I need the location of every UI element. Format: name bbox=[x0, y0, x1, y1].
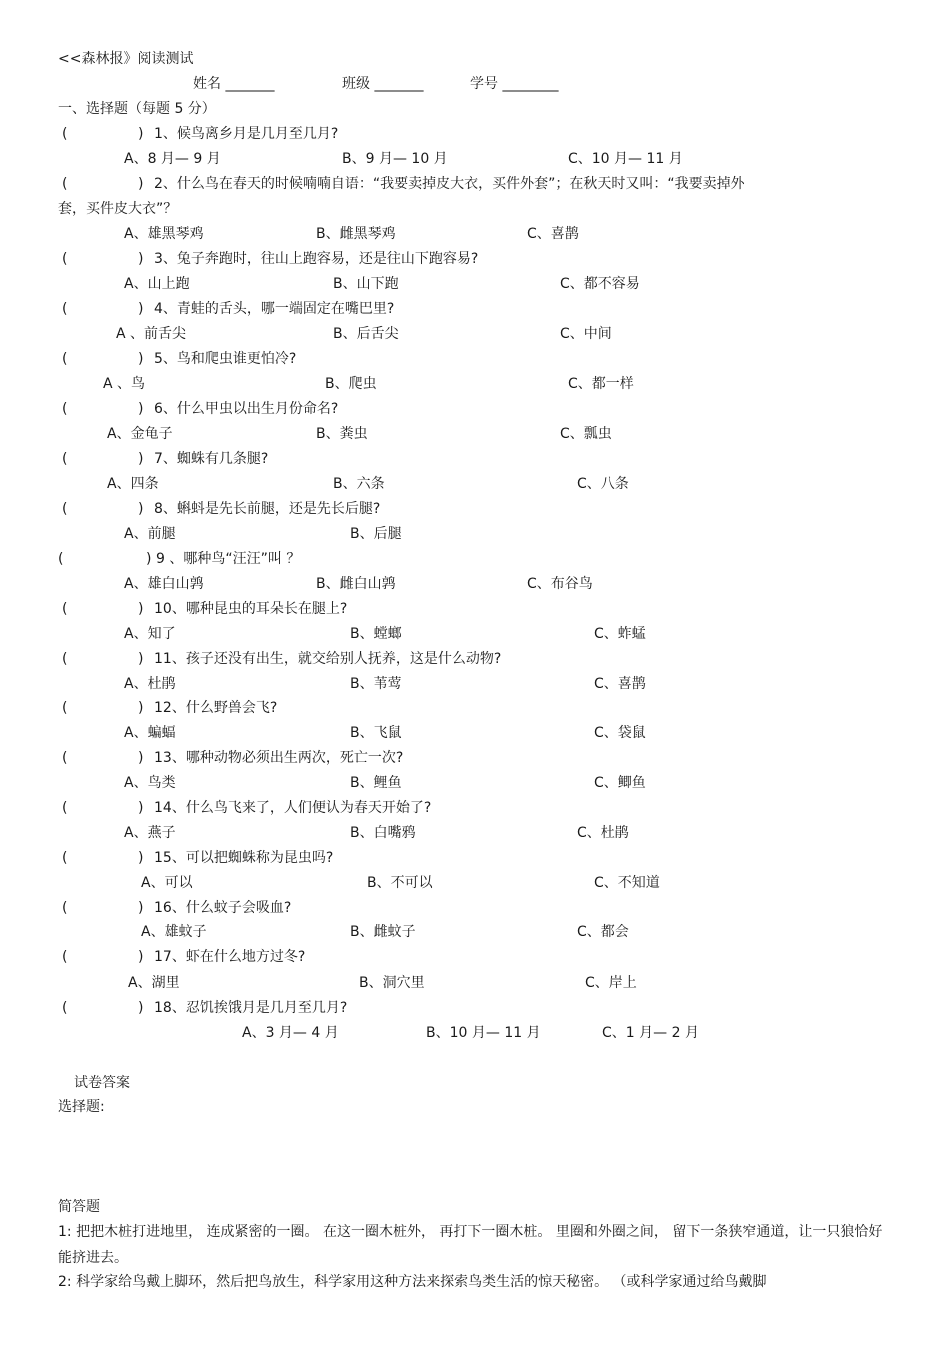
exam-title: <<森林报》阅读测试 bbox=[58, 51, 194, 67]
answer-paren-open: ( bbox=[62, 1000, 68, 1016]
answer-paren-close: ) bbox=[138, 700, 144, 716]
answer-paren-open: ( bbox=[62, 301, 68, 317]
answer-paren-close: ) bbox=[138, 451, 144, 467]
options-17 bbox=[0, 972, 950, 994]
options-5 bbox=[0, 373, 950, 395]
option-a: A、湖里 bbox=[128, 975, 180, 991]
question-text: 13、哪种动物必须出生两次，死亡一次? bbox=[154, 750, 404, 766]
answer-paren-open: ( bbox=[62, 850, 68, 866]
options-1 bbox=[0, 148, 950, 170]
question-text: 10、哪种昆虫的耳朵长在腿上? bbox=[154, 601, 348, 617]
answer-paren-close: ) bbox=[138, 301, 144, 317]
option-a: A、山上跑 bbox=[124, 276, 190, 292]
option-b: B、后舌尖 bbox=[333, 326, 399, 342]
option-b: B、后腿 bbox=[350, 526, 402, 542]
question-text: 2、什么鸟在春天的时候喃喃自语：“我要卖掉皮大衣，买件外套”；在秋天时又叫：“我要卖掉外 bbox=[154, 176, 745, 192]
option-b: B、雌黑琴鸡 bbox=[316, 226, 396, 242]
option-b: B、白嘴鸦 bbox=[350, 825, 416, 841]
option-c: C、八条 bbox=[577, 476, 629, 492]
answer-paren-open: ( bbox=[62, 700, 68, 716]
option-c: C、都不容易 bbox=[560, 276, 640, 292]
option-a: A、金龟子 bbox=[107, 426, 173, 442]
option-b: B、鲤鱼 bbox=[350, 775, 402, 791]
option-c: C、袋鼠 bbox=[594, 725, 646, 741]
option-b: B、9 月— 10 月 bbox=[342, 151, 448, 167]
option-a: A、雄白山鹑 bbox=[124, 576, 204, 592]
option-a: A 、鸟 bbox=[103, 376, 146, 392]
option-c: C、瓢虫 bbox=[560, 426, 612, 442]
option-b: B、雌白山鹑 bbox=[316, 576, 396, 592]
options-8 bbox=[0, 523, 950, 545]
options-2 bbox=[0, 223, 950, 245]
option-b: B、雌蚊子 bbox=[350, 924, 416, 940]
short-answer-title: 简答题 bbox=[58, 1199, 100, 1215]
option-c: C、都会 bbox=[577, 924, 629, 940]
choice-answers-label: 选择题: bbox=[58, 1099, 105, 1115]
question-text: 3、兔子奔跑时，往山上跑容易，还是往山下跑容易? bbox=[154, 251, 479, 267]
option-a: A、可以 bbox=[141, 875, 193, 891]
option-c: C、喜鹊 bbox=[594, 676, 646, 692]
name-field: 姓名 _______ bbox=[193, 76, 275, 92]
option-a: A、雄蚊子 bbox=[141, 924, 207, 940]
answer-paren-close: ) bbox=[138, 850, 144, 866]
question-text: 9 、哪种鸟“汪汪”叫 ？ bbox=[156, 551, 301, 567]
option-a: A、鸟类 bbox=[124, 775, 176, 791]
options-18 bbox=[0, 1022, 950, 1044]
option-c: C、都一样 bbox=[568, 376, 634, 392]
answer-paren-close: ) bbox=[138, 800, 144, 816]
answer-paren-close: ) bbox=[138, 750, 144, 766]
answer-paren-open: ( bbox=[62, 126, 68, 142]
option-b: B、螳螂 bbox=[350, 626, 402, 642]
option-b: B、不可以 bbox=[367, 875, 433, 891]
question-text: 4、青蛙的舌头，哪一端固定在嘴巴里? bbox=[154, 301, 395, 317]
question-text: 12、什么野兽会飞? bbox=[154, 700, 278, 716]
answer-paren-open: ( bbox=[62, 501, 68, 517]
question-text: 8、蝌蚪是先长前腿，还是先长后腿? bbox=[154, 501, 381, 517]
option-a: A、杜鹃 bbox=[124, 676, 176, 692]
answer-paren-open: ( bbox=[62, 601, 68, 617]
option-c: C、喜鹊 bbox=[527, 226, 579, 242]
option-c: C、蚱蜢 bbox=[594, 626, 646, 642]
option-b: B、山下跑 bbox=[333, 276, 399, 292]
options-4 bbox=[0, 323, 950, 345]
short-answer-1: 1: 把把木桩打进地里， 连成紧密的一圈。 在这一圈木桩外， 再打下一圈木桩。 里圈和外圈之间， 留下一条狭窄通道，让一只狼恰好能挤进去。 bbox=[58, 1224, 883, 1266]
answer-paren-open: ( bbox=[62, 750, 68, 766]
question-text: 6、什么甲虫以出生月份命名? bbox=[154, 401, 339, 417]
answer-paren-close: ) bbox=[138, 900, 144, 916]
section-choice-title: 一、选择题（每题 5 分） bbox=[58, 101, 216, 117]
option-c: C、1 月— 2 月 bbox=[602, 1025, 699, 1041]
answer-paren-close: ) bbox=[138, 126, 144, 142]
answer-paren-close: ) bbox=[146, 551, 152, 567]
option-a: A、知了 bbox=[124, 626, 176, 642]
answer-paren-close: ) bbox=[138, 949, 144, 965]
question-text: 14、什么鸟飞来了，人们便认为春天开始了? bbox=[154, 800, 432, 816]
answer-paren-close: ) bbox=[138, 501, 144, 517]
question-text: 15、可以把蜘蛛称为昆虫吗? bbox=[154, 850, 334, 866]
answer-paren-open: ( bbox=[62, 451, 68, 467]
options-16 bbox=[0, 921, 950, 943]
answer-section-title: 试卷答案 bbox=[74, 1075, 130, 1091]
answer-paren-close: ) bbox=[138, 401, 144, 417]
question-text: 7、蜘蛛有几条腿? bbox=[154, 451, 269, 467]
question-text: 11、孩子还没有出生，就交给别人抚养，这是什么动物? bbox=[154, 651, 502, 667]
options-7 bbox=[0, 473, 950, 495]
option-a: A、3 月— 4 月 bbox=[242, 1025, 339, 1041]
option-c: C、中间 bbox=[560, 326, 612, 342]
answer-paren-close: ) bbox=[138, 601, 144, 617]
answer-paren-open: ( bbox=[62, 401, 68, 417]
option-a: A、四条 bbox=[107, 476, 159, 492]
answer-paren-open: ( bbox=[62, 651, 68, 667]
answer-paren-open: ( bbox=[62, 900, 68, 916]
answer-paren-open: ( bbox=[62, 800, 68, 816]
option-a: A、蝙蝠 bbox=[124, 725, 176, 741]
options-6 bbox=[0, 423, 950, 445]
options-14 bbox=[0, 822, 950, 844]
student-info-row bbox=[0, 73, 950, 95]
option-a: A 、前舌尖 bbox=[116, 326, 187, 342]
option-c: C、岸上 bbox=[585, 975, 637, 991]
option-a: A、燕子 bbox=[124, 825, 176, 841]
option-c: C、10 月— 11 月 bbox=[568, 151, 683, 167]
option-c: C、杜鹃 bbox=[577, 825, 629, 841]
student-id-field: 学号 ________ bbox=[470, 76, 559, 92]
question-2-continuation: 套，买件皮大衣”？ bbox=[58, 201, 178, 217]
option-c: C、鲫鱼 bbox=[594, 775, 646, 791]
option-a: A、8 月— 9 月 bbox=[124, 151, 221, 167]
question-text: 16、什么蚊子会吸血? bbox=[154, 900, 292, 916]
option-a: A、雄黑琴鸡 bbox=[124, 226, 204, 242]
options-3 bbox=[0, 273, 950, 295]
short-answer-2: 2: 科学家给鸟戴上脚环，然后把鸟放生，科学家用这种方法来探索鸟类生活的惊天秘密。 （或科学家通过给鸟戴脚 bbox=[58, 1274, 767, 1290]
answer-paren-open: ( bbox=[62, 949, 68, 965]
options-13 bbox=[0, 772, 950, 794]
options-11 bbox=[0, 673, 950, 695]
answer-paren-close: ) bbox=[138, 251, 144, 267]
option-c: C、不知道 bbox=[594, 875, 660, 891]
answer-paren-close: ) bbox=[138, 1000, 144, 1016]
question-text: 5、鸟和爬虫谁更怕冷? bbox=[154, 351, 297, 367]
option-a: A、前腿 bbox=[124, 526, 176, 542]
answer-paren-close: ) bbox=[138, 176, 144, 192]
answer-paren-open: ( bbox=[62, 176, 68, 192]
answer-paren-close: ) bbox=[138, 351, 144, 367]
option-b: B、粪虫 bbox=[316, 426, 368, 442]
answer-paren-close: ) bbox=[138, 651, 144, 667]
option-b: B、10 月— 11 月 bbox=[426, 1025, 541, 1041]
options-10 bbox=[0, 623, 950, 645]
option-b: B、飞鼠 bbox=[350, 725, 402, 741]
option-b: B、六条 bbox=[333, 476, 385, 492]
options-9 bbox=[0, 573, 950, 595]
answer-paren-open: ( bbox=[58, 551, 64, 567]
option-c: C、布谷鸟 bbox=[527, 576, 593, 592]
answer-paren-open: ( bbox=[62, 351, 68, 367]
option-b: B、洞穴里 bbox=[359, 975, 425, 991]
option-b: B、爬虫 bbox=[325, 376, 377, 392]
option-b: B、苇莺 bbox=[350, 676, 402, 692]
class-field: 班级 _______ bbox=[342, 76, 424, 92]
question-text: 1、候鸟离乡月是几月至几月? bbox=[154, 126, 339, 142]
options-15 bbox=[0, 872, 950, 894]
question-text: 18、忍饥挨饿月是几月至几月? bbox=[154, 1000, 348, 1016]
question-text: 17、虾在什么地方过冬? bbox=[154, 949, 306, 965]
options-12 bbox=[0, 722, 950, 744]
answer-paren-open: ( bbox=[62, 251, 68, 267]
